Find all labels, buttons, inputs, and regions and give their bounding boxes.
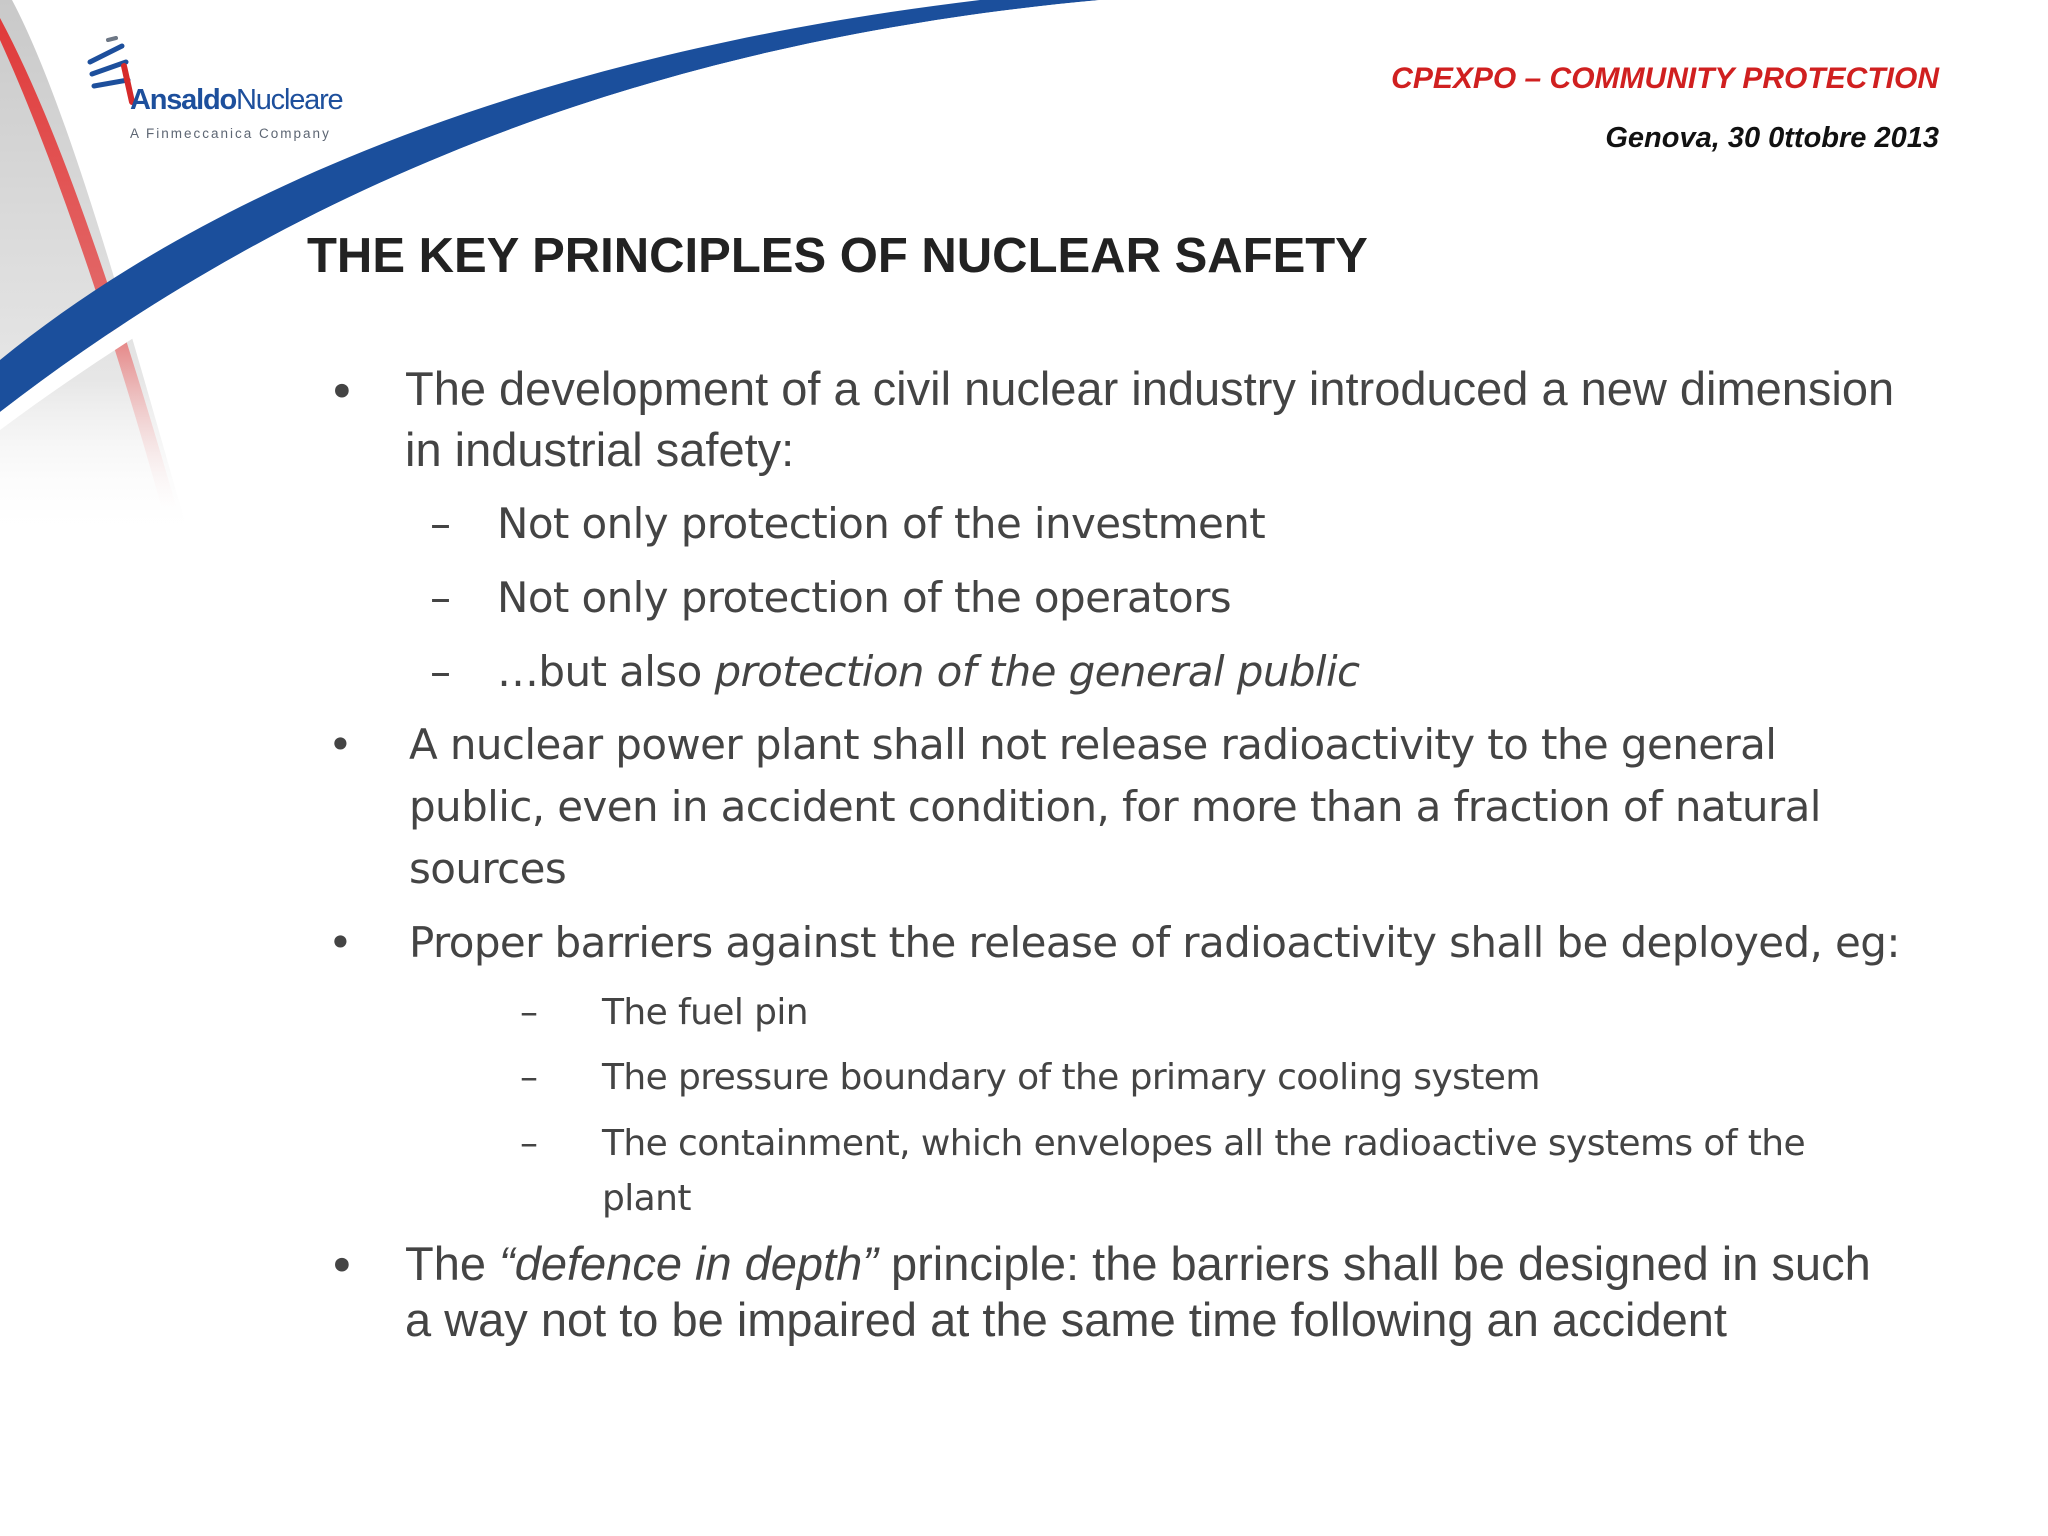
dash-marker: – <box>430 573 451 622</box>
dash-marker: – <box>430 499 451 548</box>
logo-tagline: A Finmeccanica Company <box>130 126 331 141</box>
company-logo <box>86 36 366 146</box>
bullet-1-subitem-1: Not only protection of the investment <box>497 499 1266 548</box>
event-name: CPEXPO – COMMUNITY PROTECTION <box>1391 62 1939 95</box>
bullet-1-subitem-3 <box>497 642 1947 702</box>
bullet-4-text <box>405 1236 1905 1348</box>
bullet-3-subitem-2: The pressure boundary of the primary cooling system <box>602 1057 1540 1098</box>
bullet-marker: • <box>328 365 356 420</box>
bullet-2-text: A nuclear power plant shall not release radioactivity to the general public, even in accident condition, for more than a fraction of natural sources <box>409 720 1821 893</box>
slide-title: THE KEY PRINCIPLES OF NUCLEAR SAFETY <box>307 229 1368 283</box>
bullet-marker: • <box>328 1239 356 1294</box>
dash-marker: – <box>520 1123 538 1164</box>
subitem-prefix: …but also <box>497 647 715 696</box>
bullet-1-text: The development of a civil nuclear industry introduced a new dimension in industrial safety: <box>405 362 1895 476</box>
emphasis-text: protection of the general public <box>714 647 1360 696</box>
bullet-4-prefix: The <box>405 1237 500 1290</box>
ansaldo-logo-icon <box>86 36 136 106</box>
bullet-marker: • <box>328 918 353 967</box>
bullet-marker: • <box>328 720 353 769</box>
dash-marker: – <box>520 992 538 1033</box>
place-date: Genova, 30 0ttobre 2013 <box>1605 122 1939 154</box>
dash-marker: – <box>520 1057 538 1098</box>
dash-marker: – <box>430 647 451 696</box>
bullet-3-subitem-1: The fuel pin <box>602 992 808 1033</box>
bullet-3-subitem-3: The containment, which envelopes all the radioactive systems of the plant <box>602 1123 1806 1219</box>
bullet-4-suffix: principle: the barriers shall be designed in such a way not to be impaired at the same time following an accident <box>405 1237 1871 1346</box>
logo-wordmark: AnsaldoNucleare <box>130 84 343 116</box>
bullet-3-text: Proper barriers against the release of radioactivity shall be deployed, eg: <box>409 918 1900 967</box>
emphasis-text: “defence in depth” <box>499 1237 878 1290</box>
bullet-1-subitem-2: Not only protection of the operators <box>497 573 1232 622</box>
